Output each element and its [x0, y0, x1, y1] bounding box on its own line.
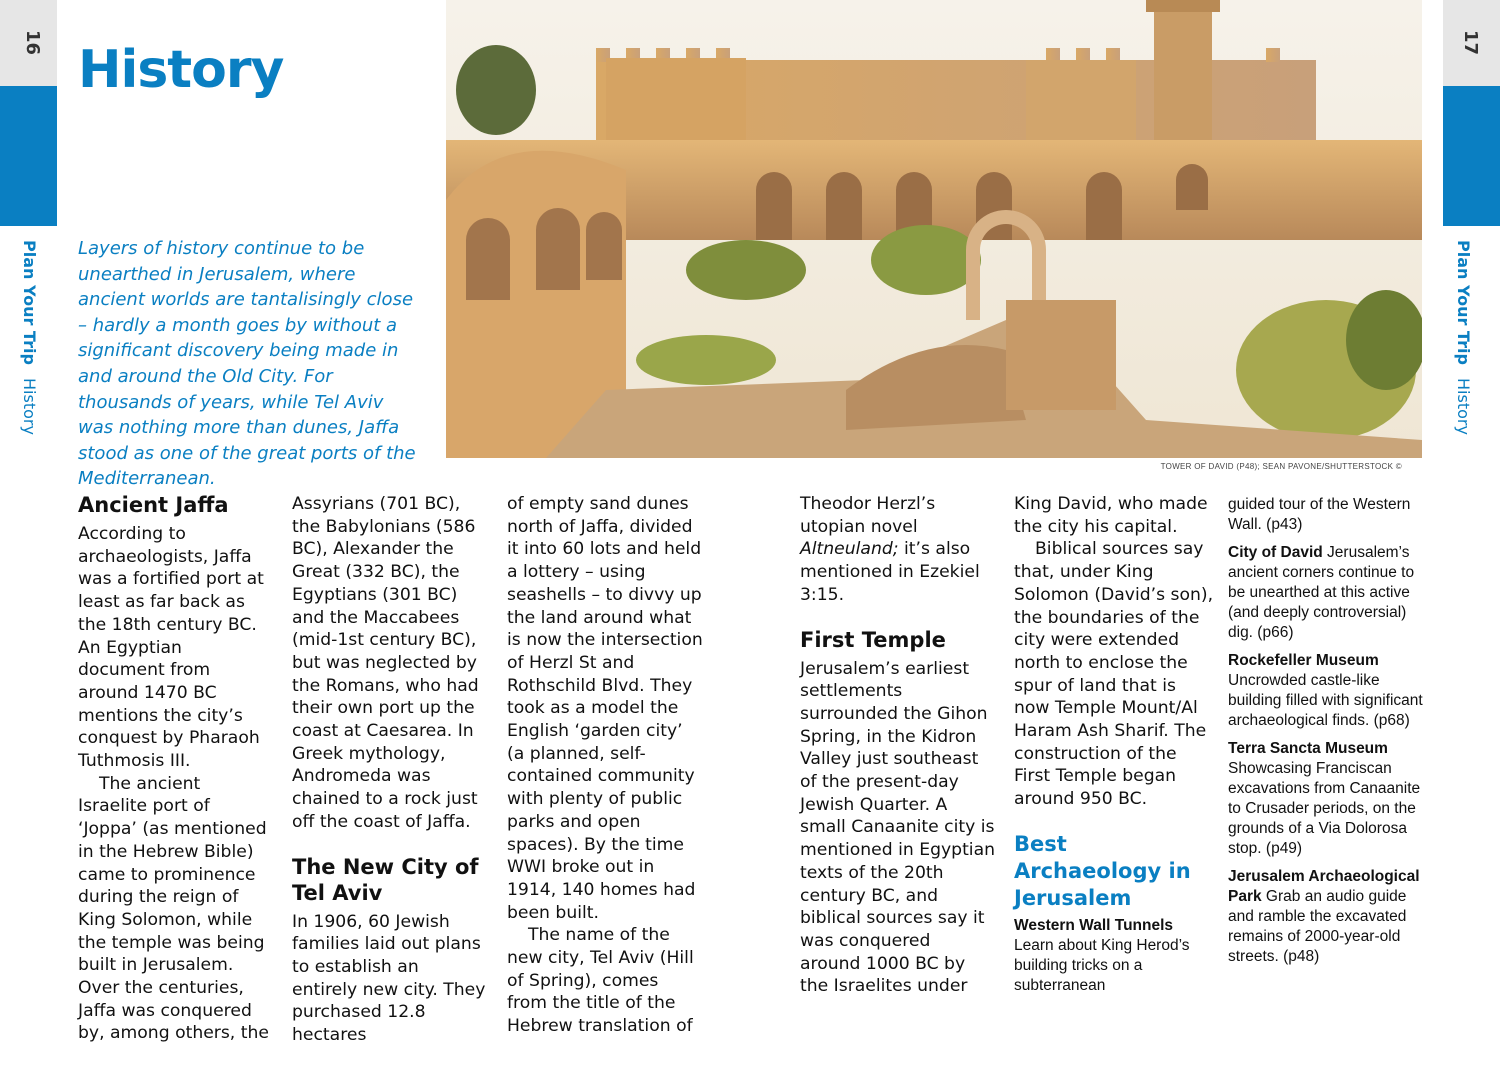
item-text: Jerusalem’s ancient corners continue to be unearthed at this active (and deeply controversial) dig. (p66) — [1228, 544, 1415, 641]
item-text: Uncrowded castle-like building filled with significant archaeological finds. (p68) — [1228, 672, 1423, 729]
running-head-section: Plan Your Trip — [1454, 240, 1473, 365]
text-run: it’s also mentioned in Ezekiel 3:15. — [800, 539, 980, 605]
intro-paragraph: Layers of history continue to be unearthed in Jerusalem, where ancient worlds are tantalisingly close – hardly a month goes by without a significant discovery being made in and around the Old City. For thousands of years, while Tel Aviv was nothing more than dunes, Jaffa stood as one of the great ports of the Mediterranean. — [78, 238, 416, 490]
right-page-number: 17 — [1460, 29, 1482, 56]
item-text: Learn about King Herod’s building tricks on a subterranean — [1014, 936, 1190, 994]
paragraph: Assyrians (701 BC), the Babylonians (586 BC), Alexander the Great (332 BC), the Egyptians (301 BC) and the Maccabees (mid-1st century BC), but was neglected by the Romans, who had their own port up the coast at Caesarea. In Greek mythology, Andromeda was chained to a rock just off the coast of Jaffa. — [292, 494, 479, 832]
paragraph: of empty sand dunes north of Jaffa, divided it into 60 lots and held a lottery – using seashells – to divvy up the land around what is now the intersection of Herzl St and Rothschild Blvd. They took as a model the English ‘garden city’ (a planned, self-contained community with plenty of public parks and open spaces). By the time WWI broke out in 1914, 140 homes had been built. — [507, 494, 703, 923]
book-title: Altneuland; — [800, 539, 899, 560]
paragraph — [800, 493, 996, 607]
heading-new-city-tel-aviv: The New City of Tel Aviv — [292, 854, 479, 905]
item-text: Grab an audio guide and ramble the excavated remains of 2000-year-old streets. (p48) — [1228, 888, 1407, 965]
running-head-section: Plan Your Trip — [20, 240, 39, 365]
left-running-head — [20, 240, 39, 435]
paragraph: According to archaeologists, Jaffa was a fortified port at least as far back as the 18th century BC. An Egyptian document from around 1470 BC mentions the city’s conquest by Pharaoh Tuthmosis III. — [78, 524, 264, 772]
left-tab-blue — [0, 86, 57, 226]
item-name: Western Wall Tunnels — [1014, 916, 1174, 934]
left-page-number: 16 — [22, 29, 44, 56]
column-4 — [800, 493, 996, 998]
item-name: Rockefeller Museum — [1228, 652, 1379, 669]
best-item-continued: guided tour of the Western Wall. (p43) — [1228, 496, 1411, 533]
paragraph: The name of the new city, Tel Aviv (Hill of Spring), comes from the title of the Hebrew translation of — [507, 925, 694, 1037]
tower-of-david-photo — [446, 0, 1422, 458]
paragraph: Jerusalem’s earliest settlements surrounded the Gihon Spring, in the Kidron Valley just southeast of the present-day Jewish Quarter. A small Canaanite city is mentioned in Egyptian texts of the 20th century BC, and biblical sources say it was conquered around 1000 BC by the Israelites under — [800, 658, 996, 997]
paragraph: In 1906, 60 Jewish families laid out plans to establish an entirely new city. They purchased 12.8 hectares — [292, 911, 486, 1046]
column-6 — [1228, 495, 1428, 975]
item-name: Terra Sancta Museum — [1228, 740, 1388, 757]
item-name: Jerusalem Archaeological Park — [1228, 868, 1420, 905]
column-5 — [1014, 493, 1214, 996]
best-item — [1228, 867, 1428, 967]
heading-ancient-jaffa: Ancient Jaffa — [78, 493, 229, 517]
page-title: History — [78, 40, 284, 100]
running-head-chapter: History — [1454, 378, 1473, 435]
best-item — [1228, 651, 1428, 731]
paragraph: Biblical sources say that, under King Solomon (David’s son), the boundaries of the city were extended north to enclose the spur of land that is now Temple Mount/Al Haram Ash Sharif. The construction of the First Temple began around 950 BC. — [1014, 539, 1214, 810]
text-run: Theodor Herzl’s utopian novel — [800, 494, 936, 537]
photo-credit: TOWER OF DAVID (P48); SEAN PAVONE/SHUTTERSTOCK © — [1160, 462, 1402, 471]
best-item — [1228, 739, 1428, 859]
paragraph: The ancient Israelite port of ‘Joppa’ (as mentioned in the Hebrew Bible) came to prominence during the reign of King Solomon, while the temple was being built in Jerusalem. Over the centuries, Jaffa was conquered by, among others, the — [78, 773, 269, 1044]
paragraph: King David, who made the city his capital. — [1014, 494, 1208, 537]
running-head-chapter: History — [20, 378, 39, 435]
column-3 — [507, 493, 703, 1038]
heading-first-temple: First Temple — [800, 627, 946, 652]
right-running-head — [1454, 240, 1473, 435]
best-archaeology-heading: Best Archaeology in Jerusalem — [1014, 831, 1191, 910]
item-text: Showcasing Franciscan excavations from Canaanite to Crusader periods, on the grounds of a Via Dolorosa stop. (p49) — [1228, 760, 1421, 857]
item-name: City of David — [1228, 544, 1323, 561]
best-item — [1014, 916, 1214, 996]
right-tab-blue — [1443, 86, 1500, 226]
column-1 — [78, 492, 274, 1045]
column-2 — [292, 493, 488, 1047]
best-item — [1228, 543, 1428, 643]
